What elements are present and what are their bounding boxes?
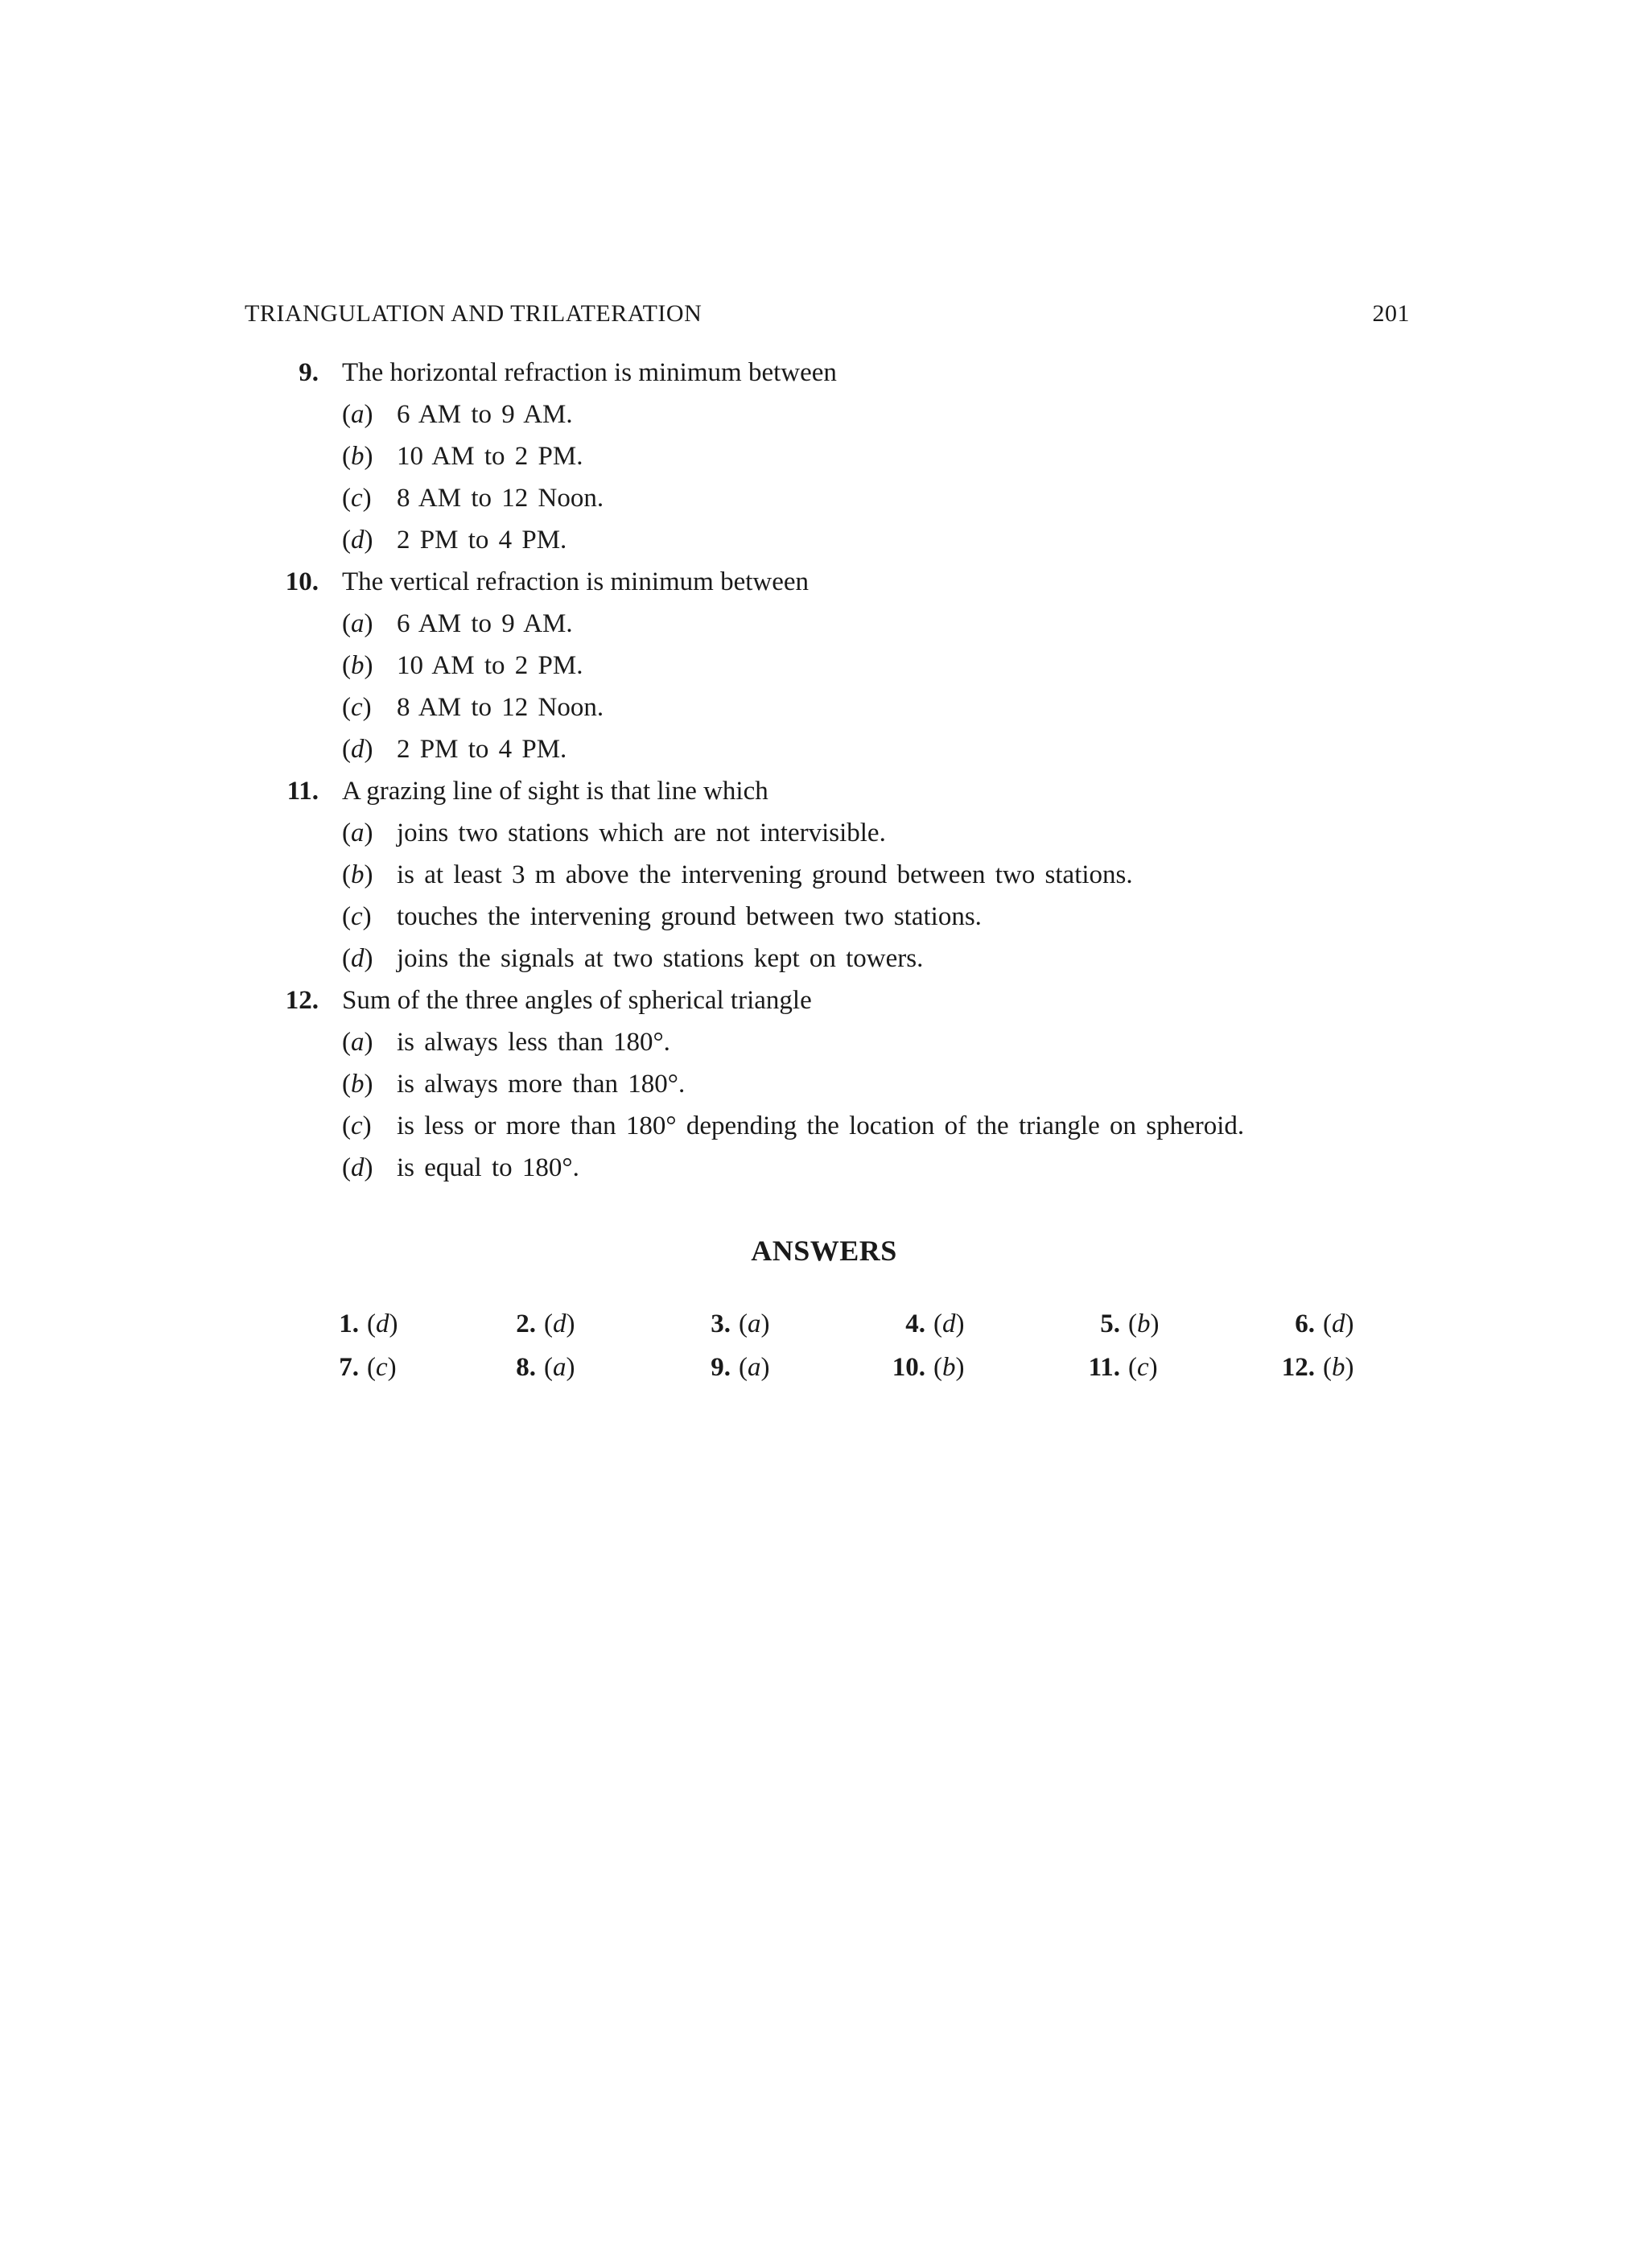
option-label: (d) xyxy=(342,944,373,973)
question-9 xyxy=(245,352,1410,561)
answer-number: 7. xyxy=(339,1353,359,1382)
question-10 xyxy=(245,561,1410,770)
option-b xyxy=(245,645,1410,687)
option-text: 10 AM to 2 PM. xyxy=(397,442,583,471)
answer-letter: (d) xyxy=(933,1309,965,1338)
option-d xyxy=(245,728,1410,770)
question-number: 12. xyxy=(285,986,319,1015)
answer-number: 2. xyxy=(516,1309,536,1338)
option-label: (a) xyxy=(342,819,373,847)
option-text: joins the signals at two stations kept on towers. xyxy=(397,944,924,973)
answer-number: 8. xyxy=(516,1353,536,1382)
answer-letter: (a) xyxy=(544,1353,575,1382)
option-text: 2 PM to 4 PM. xyxy=(397,526,567,555)
option-text: is equal to 180°. xyxy=(397,1153,579,1182)
answer-letter: (b) xyxy=(933,1353,965,1382)
option-d xyxy=(245,1147,1410,1189)
question-number: 11. xyxy=(286,777,319,806)
option-text: is less or more than 180° depending the location of the triangle on spheroid. xyxy=(397,1111,1245,1140)
option-text: 6 AM to 9 AM. xyxy=(397,609,573,638)
answer-item xyxy=(298,1346,475,1389)
answer-row xyxy=(298,1346,1360,1389)
answer-letter: (a) xyxy=(739,1309,770,1338)
answer-number: 3. xyxy=(711,1309,731,1338)
answer-letter: (d) xyxy=(367,1309,398,1338)
option-a xyxy=(245,603,1410,645)
option-label: (c) xyxy=(342,484,372,513)
option-b xyxy=(245,435,1410,477)
option-text: 10 AM to 2 PM. xyxy=(397,651,583,680)
option-d xyxy=(245,519,1410,561)
option-label: (c) xyxy=(342,902,372,931)
answer-number: 12. xyxy=(1281,1353,1315,1382)
question-12 xyxy=(245,979,1410,1189)
answer-letter: (b) xyxy=(1323,1353,1354,1382)
answer-item xyxy=(864,1346,1041,1389)
question-number: 10. xyxy=(285,567,319,596)
option-c xyxy=(245,896,1410,938)
option-b xyxy=(245,854,1410,896)
option-label: (c) xyxy=(342,693,372,722)
answer-number: 11. xyxy=(1088,1353,1120,1382)
answer-number: 10. xyxy=(892,1353,925,1382)
option-c xyxy=(245,1105,1410,1147)
option-text: 8 AM to 12 Noon. xyxy=(397,693,604,722)
option-a xyxy=(245,394,1410,435)
answer-letter: (d) xyxy=(544,1309,575,1338)
option-text: 2 PM to 4 PM. xyxy=(397,735,567,764)
option-b xyxy=(245,1063,1410,1105)
option-label: (c) xyxy=(342,1111,372,1140)
question-text: The vertical refraction is minimum between xyxy=(342,567,810,596)
answers-heading: ANSWERS xyxy=(751,1235,897,1267)
option-text: 6 AM to 9 AM. xyxy=(397,400,573,429)
answer-number: 5. xyxy=(1100,1309,1120,1338)
option-text: is at least 3 m above the intervening ground between two stations. xyxy=(397,860,1133,889)
answer-item xyxy=(475,1302,652,1346)
answer-letter: (c) xyxy=(367,1353,397,1382)
running-head xyxy=(245,300,1410,329)
option-c xyxy=(245,687,1410,728)
answer-item xyxy=(475,1346,652,1389)
answer-item xyxy=(1254,1302,1431,1346)
option-text: is always more than 180°. xyxy=(397,1070,686,1099)
answer-item xyxy=(1254,1346,1431,1389)
question-number: 9. xyxy=(299,358,319,387)
answer-number: 4. xyxy=(905,1309,925,1338)
answer-number: 9. xyxy=(711,1353,731,1382)
option-c xyxy=(245,477,1410,519)
option-label: (d) xyxy=(342,1153,373,1182)
option-label: (d) xyxy=(342,735,373,764)
option-label: (d) xyxy=(342,526,373,555)
question-text: A grazing line of sight is that line which xyxy=(342,777,768,806)
question-11 xyxy=(245,770,1410,979)
answer-letter: (b) xyxy=(1128,1309,1160,1338)
answer-item xyxy=(670,1346,847,1389)
answer-item xyxy=(298,1302,475,1346)
answer-item xyxy=(670,1302,847,1346)
option-text: touches the intervening ground between two stations. xyxy=(397,902,982,931)
option-label: (b) xyxy=(342,1070,373,1099)
option-label: (b) xyxy=(342,442,373,471)
option-label: (a) xyxy=(342,609,373,638)
answer-number: 1. xyxy=(339,1309,359,1338)
running-head-title: TRIANGULATION AND TRILATERATION xyxy=(245,300,702,327)
answer-item xyxy=(1059,1346,1236,1389)
question-list xyxy=(245,352,1410,1189)
answer-number: 6. xyxy=(1295,1309,1315,1338)
option-a xyxy=(245,1021,1410,1063)
option-text: 8 AM to 12 Noon. xyxy=(397,484,604,513)
option-a xyxy=(245,812,1410,854)
answer-key xyxy=(298,1302,1360,1389)
option-d xyxy=(245,938,1410,979)
option-label: (a) xyxy=(342,1028,373,1057)
answer-row xyxy=(298,1302,1360,1346)
answer-letter: (c) xyxy=(1128,1353,1158,1382)
question-text: The horizontal refraction is minimum between xyxy=(342,358,837,387)
option-text: is always less than 180°. xyxy=(397,1028,670,1057)
answer-item xyxy=(864,1302,1041,1346)
option-label: (b) xyxy=(342,651,373,680)
option-label: (b) xyxy=(342,860,373,889)
option-text: joins two stations which are not intervisible. xyxy=(397,819,886,847)
page-number: 201 xyxy=(1372,300,1410,327)
answer-item xyxy=(1059,1302,1236,1346)
answer-letter: (d) xyxy=(1323,1309,1354,1338)
question-text: Sum of the three angles of spherical triangle xyxy=(342,986,812,1015)
answer-letter: (a) xyxy=(739,1353,770,1382)
option-label: (a) xyxy=(342,400,373,429)
